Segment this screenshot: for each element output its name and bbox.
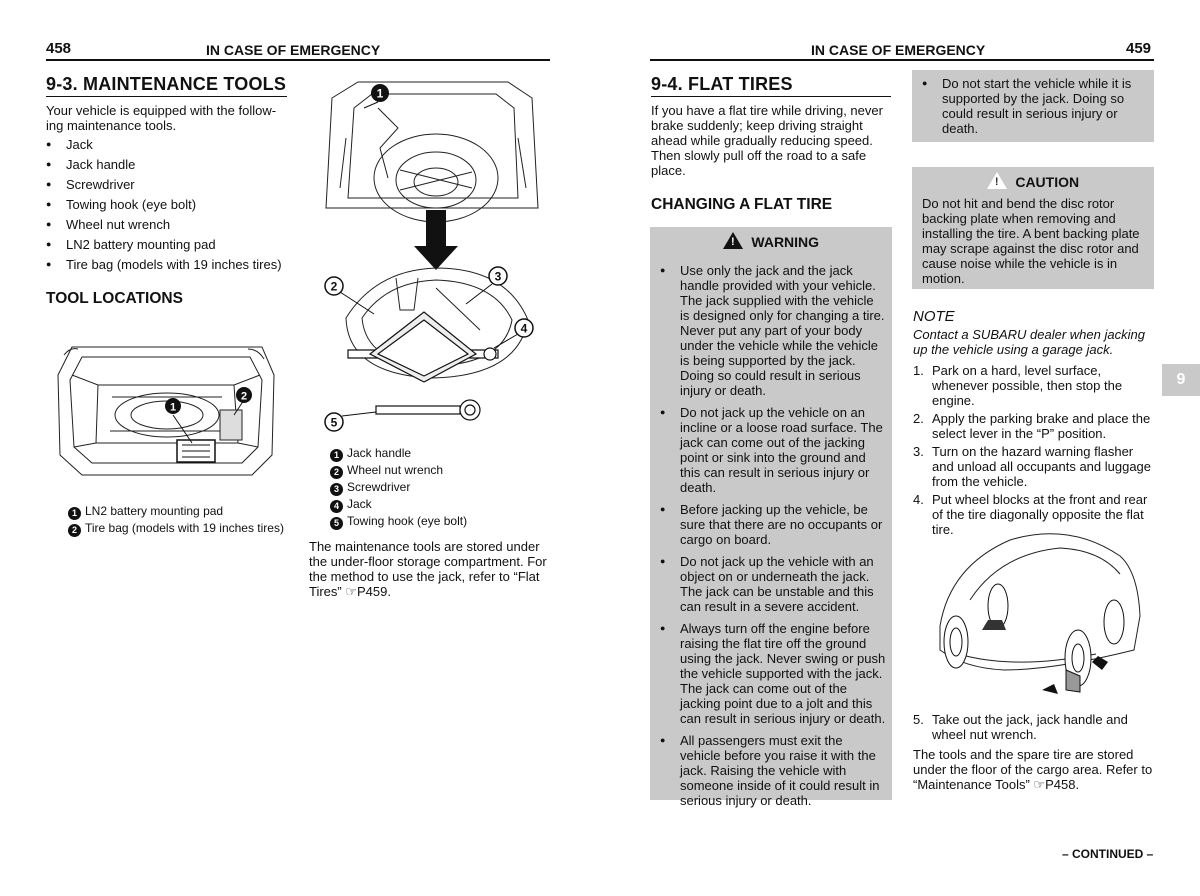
- list-item: ● All passengers must exit the vehicle before you raise it with the jack. Raising the vehicle with someone inside of it could result in serious injury or death.: [660, 733, 886, 808]
- caution-title: CAUTION: [1015, 174, 1080, 190]
- continued-label: – CONTINUED –: [1062, 847, 1154, 861]
- warning-list: [660, 263, 886, 808]
- cargo-legend: [68, 503, 284, 537]
- section-title-maintenance-tools: 9-3. MAINTENANCE TOOLS: [46, 74, 287, 94]
- note-title: NOTE: [913, 308, 955, 325]
- callout-5-jack-label: 5: [330, 415, 338, 430]
- callout-3-jack-label: 3: [494, 269, 502, 284]
- header-rule-left: [46, 59, 550, 61]
- legend-item: 2 Wheel nut wrench: [330, 462, 467, 479]
- section-title-flat-tires: 9-4. FLAT TIRES: [651, 74, 793, 94]
- caution-box: [912, 167, 1154, 289]
- list-item: ● Jack handle: [46, 157, 306, 172]
- page-number-left: 458: [46, 40, 72, 57]
- list-item: ● Jack: [46, 137, 306, 152]
- legend-item: 1 LN2 battery mounting pad: [68, 503, 284, 520]
- tool-storage-illustration: [318, 78, 546, 433]
- list-item: ● Towing hook (eye bolt): [46, 197, 306, 212]
- legend-item: 5 Towing hook (eye bolt): [330, 513, 467, 530]
- callout-1-label: 1: [169, 401, 177, 414]
- list-item: ● Screwdriver: [46, 177, 306, 192]
- step-5: [913, 712, 1157, 745]
- list-item: ● Wheel nut wrench: [46, 217, 306, 232]
- list-item: ● Do not start the vehicle while it is supported by the jack. Doing so could result in serious injury or death.: [922, 76, 1144, 136]
- list-item: 5. Take out the jack, jack handle and wheel nut wrench.: [913, 712, 1128, 742]
- list-item: 1. Park on a hard, level surface, whenever possible, then stop the engine.: [913, 363, 1123, 408]
- legend-item: 4 Jack: [330, 496, 467, 513]
- legend-item: 2 Tire bag (models with 19 inches tires): [68, 520, 284, 537]
- list-item: ● Use only the jack and the jack handle provided with your vehicle. The jack supplied with the vehicle is designed only for changing a tire. Never put any part of your body under the vehicle while the vehicle is being supported by the jack. Doing so could result in serious injury or death.: [660, 263, 886, 398]
- running-header-left: IN CASE OF EMERGENCY: [206, 42, 381, 58]
- note-text: Contact a SUBARU dealer when jacking up the vehicle using a garage jack.: [913, 327, 1145, 357]
- page-number-right: 459: [1126, 40, 1152, 57]
- list-item: 4. Put wheel blocks at the front and rear of the tire diagonally opposite the flat tire.: [913, 492, 1148, 537]
- chapter-tab: 9: [1162, 364, 1200, 396]
- running-header-right: IN CASE OF EMERGENCY: [811, 42, 986, 58]
- list-item: ● Before jacking up the vehicle, be sure that there are no occupants or cargo on board.: [660, 502, 886, 547]
- legend-item: 3 Screwdriver: [330, 479, 467, 496]
- caution-header: [912, 172, 1154, 192]
- storage-paragraph: The maintenance tools are stored under the under-floor storage compartment. For the method to use the jack, refer to “Flat Tires” ☞P459.: [309, 539, 547, 599]
- tool-locations-heading: TOOL LOCATIONS: [46, 290, 183, 307]
- list-item: ● Always turn off the engine before raising the flat tire off the ground using the jack. Never swing or push the vehicle supported with the jack. The jack can come out of the jacking point due to a jolt and this can result in serious injury or death.: [660, 621, 886, 726]
- section-rule: [651, 96, 891, 97]
- callout-1-top-label: 1: [376, 86, 384, 101]
- caution-triangle-icon: !: [987, 172, 1007, 189]
- changing-flat-tire-heading: CHANGING A FLAT TIRE: [651, 196, 833, 213]
- callout-2-label: 2: [240, 390, 248, 403]
- caution-text: Do not hit and bend the disc rotor backing plate when removing and installing the tire. A bent backing plate may scrape against the disc rotor and cause noise while the vehicle is in motion.: [922, 196, 1140, 286]
- warning-continued-box: [912, 70, 1154, 142]
- steps-list: [913, 363, 1157, 540]
- jack-legend: [330, 445, 467, 530]
- list-item: 3. Turn on the hazard warning flasher and unload all occupants and luggage from the vehicle.: [913, 444, 1152, 489]
- header-rule-right: [650, 59, 1154, 61]
- list-item: ● Tire bag (models with 19 inches tires): [46, 257, 306, 272]
- section-rule: [46, 96, 287, 97]
- closing-paragraph: The tools and the spare tire are stored under the floor of the cargo area. Refer to “Maintenance Tools” ☞P458.: [913, 747, 1153, 792]
- list-item: ● Do not jack up the vehicle on an incline or a loose road surface. The jack can come out of the jacking point or sink into the ground and this can result in serious injury or death.: [660, 405, 886, 495]
- tools-list: [46, 137, 306, 277]
- warning-box: [650, 227, 892, 808]
- cargo-area-illustration: [52, 335, 280, 485]
- tools-intro: Your vehicle is equipped with the follow- ing maintenance tools.: [46, 103, 277, 133]
- callout-2-jack-label: 2: [330, 279, 338, 294]
- warning-title: WARNING: [751, 234, 820, 250]
- flat-tire-intro: If you have a flat tire while driving, never brake suddenly; keep driving straight ahead while gradually reducing speed. Then slowly pull off the road to a safe place.: [651, 103, 883, 178]
- list-item: ● Do not jack up the vehicle with an object on or underneath the jack. The jack can be unstable and this can result in a severe accident.: [660, 554, 886, 614]
- list-item: 2. Apply the parking brake and place the select lever in the “P” position.: [913, 411, 1151, 441]
- warning-triangle-icon: !: [723, 232, 743, 249]
- callout-4-jack-label: 4: [520, 321, 528, 336]
- list-item: ● LN2 battery mounting pad: [46, 237, 306, 252]
- warning-header: [650, 232, 892, 252]
- wheel-blocks-illustration: [930, 530, 1145, 705]
- legend-item: 1 Jack handle: [330, 445, 467, 462]
